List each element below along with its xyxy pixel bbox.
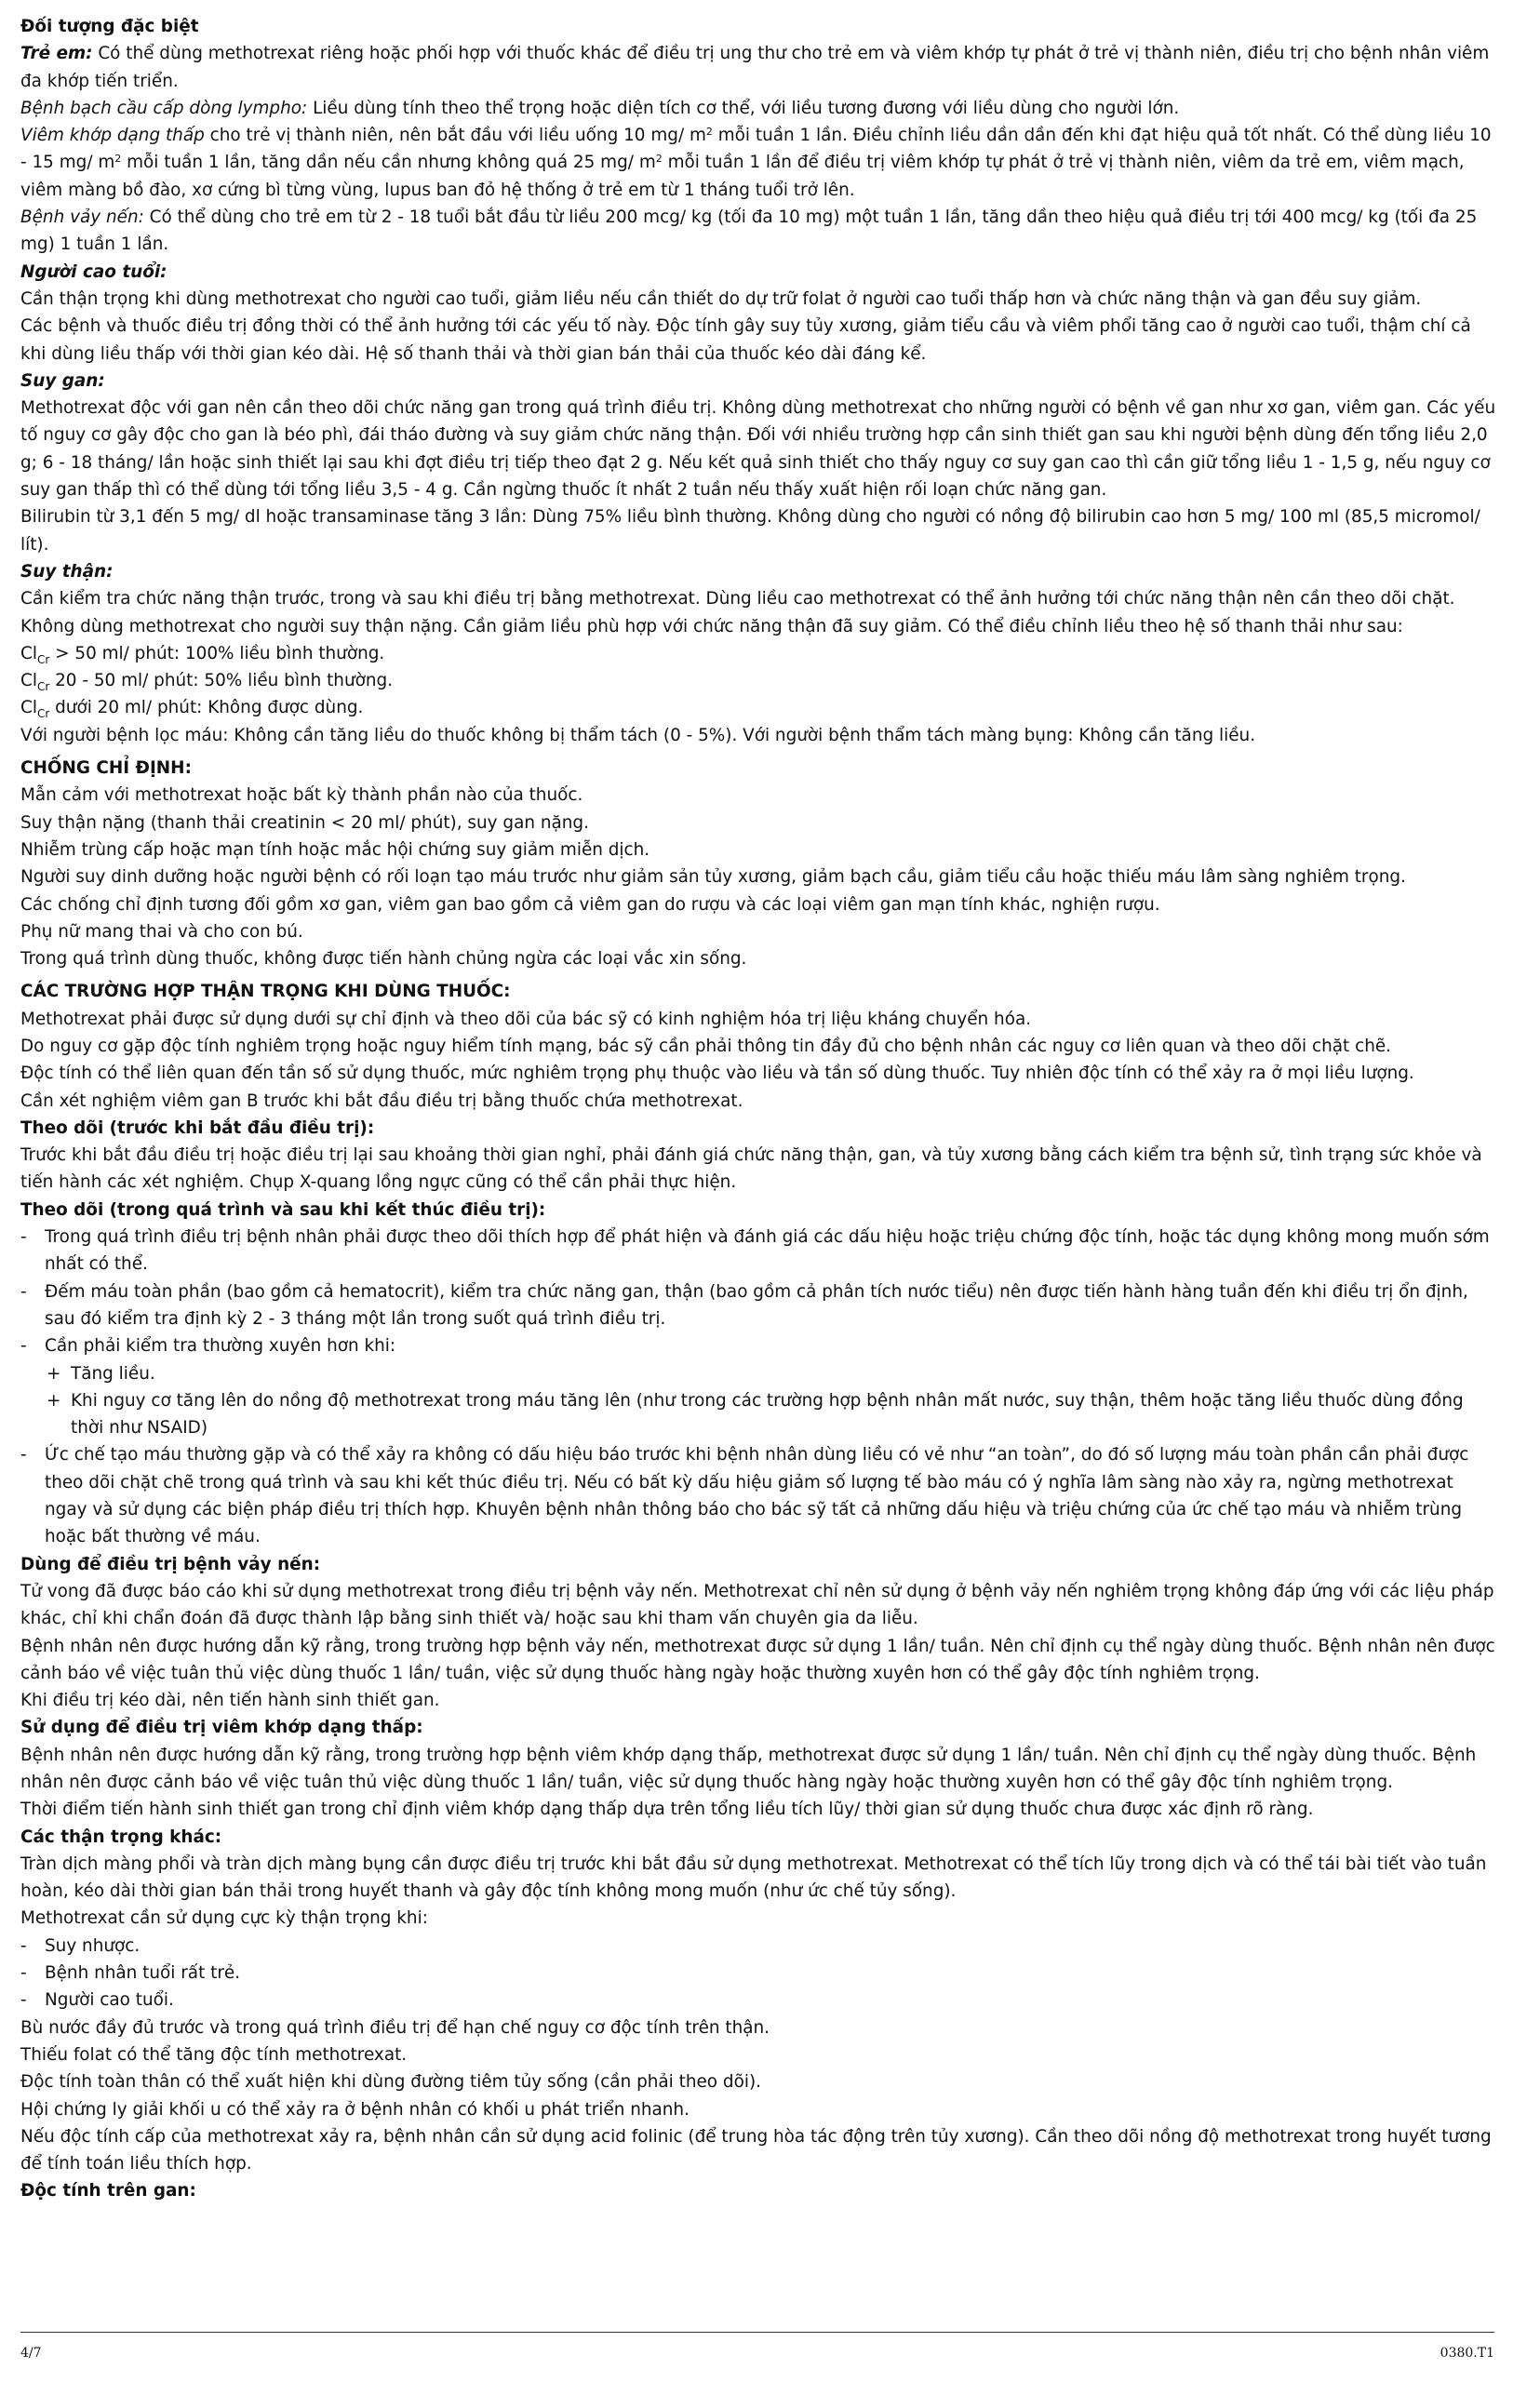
paragraph: Các bệnh và thuốc điều trị đồng thời có thể ảnh hưởng tới các yếu tố này. Độc tính gây suy tủy xương, giảm tiểu cầu và viêm phổi tăng cao ở người cao tuổi, thậm chí cả khi dùng liều thấp với thời gian kéo dài. Hệ số thanh thải và thời gian bán thải của thuốc kéo dài đáng kể. — [20, 316, 1471, 364]
paragraph: Bù nước đầy đủ trước và trong quá trình điều trị để hạn chế nguy cơ độc tính trên thận. — [20, 2017, 770, 2038]
clearance-row: $Cl_{Cr}$ dưới 20 ml/ phút: Không được dùng. — [20, 698, 364, 721]
paragraph: Tử vong đã được báo cáo khi sử dụng methotrexat trong điều trị bệnh vảy nến. Methotrexat chỉ nên sử dụng ở bệnh vảy nến nghiêm trọng không đáp ứng với các liệu pháp khác, chỉ khi chẩn đoán đã được thành lập bằng sinh thiết và/ hoặc sau khi tham vấn chuyên gia da liễu. — [20, 1581, 1494, 1629]
section-title-precautions: CÁC TRƯỜNG HỢP THẬN TRỌNG KHI DÙNG THUỐC: — [20, 982, 511, 1002]
sub-list-item: + Khi nguy cơ tăng lên do nồng độ methotrexat trong máu tăng lên (như trong các trường hợp bệnh nhân mất nước, suy thận, thêm hoặc tăng liều thuốc dùng đồng thời như NSAID) — [47, 1390, 1464, 1439]
paragraph: Bilirubin từ 3,1 đến 5 mg/ dl hoặc transaminase tăng 3 lần: Dùng 75% liều bình thường. Không dùng cho người có nồng độ bilirubin cao hơn 5 mg/ 100 ml (85,5 micromol/ lít). — [20, 507, 1480, 555]
subheading-rheumatoid: Sử dụng để điều trị viêm khớp dạng thấp: — [20, 1718, 423, 1738]
list-item: - Người cao tuổi. — [20, 1990, 174, 2011]
paragraph-children: Trẻ em: Có thể dùng methotrexat riêng hoặc phối hợp với thuốc khác để điều trị ung thư cho trẻ em và viêm khớp tự phát ở trẻ vị thành niên, điều trị cho bệnh nhân viêm đa khớp tiến triển. — [20, 44, 1490, 91]
clearance-row: $Cl_{Cr}$ 20 - 50 ml/ phút: 50% liều bình thường. — [20, 671, 394, 694]
paragraph: Tràn dịch màng phổi và tràn dịch màng bụng cần được điều trị trước khi bắt đầu sử dụng methotrexat. Methotrexat có thể tích lũy trong dịch và có thể tái bài tiết vào tuần hoàn, kéo dài thời gian bán thải trong huyết thanh và gây độc tính không mong muốn (như ức chế tủy sống). — [20, 1853, 1487, 1902]
paragraph: Thời điểm tiến hành sinh thiết gan trong chỉ định viêm khớp dạng thấp dựa trên tổng liều tích lũy/ thời gian sử dụng thuốc chưa được xác định rõ ràng. — [20, 1800, 1314, 1820]
paragraph: Thiếu folat có thể tăng độc tính methotrexat. — [20, 2044, 408, 2065]
paragraph: Trước khi bắt đầu điều trị hoặc điều trị lại sau khoảng thời gian nghỉ, phải đánh giá chức năng thận, gan, và tủy xương bằng cách kiểm tra bệnh sử, tình trạng sức khỏe và tiến hành các xét nghiệm. Chụp X-quang lồng ngực cũng có thể cần phải thực hiện. — [20, 1145, 1482, 1193]
document-body — [20, 13, 1496, 2205]
subheading-monitoring-before: Theo dõi (trước khi bắt đầu điều trị): — [20, 1117, 375, 1138]
section-title-contraindications: CHỐNG CHỈ ĐỊNH: — [20, 758, 192, 779]
page-number: 4/7 — [20, 2346, 42, 2361]
list-item: - Suy nhược. — [20, 1935, 141, 1956]
label-rheumatoid: Viêm khớp dạng thấp — [20, 126, 205, 146]
paragraph: Độc tính có thể liên quan đến tần số sử dụng thuốc, mức nghiêm trọng phụ thuộc vào liều và tần số dùng thuốc. Tuy nhiên độc tính có thể xảy ra ở mọi liều lượng. — [20, 1064, 1414, 1084]
label-psoriasis: Bệnh vảy nến: — [20, 207, 144, 228]
paragraph-leukemia: Bệnh bạch cầu cấp dòng lympho: Liều dùng tính theo thể trọng hoặc diện tích cơ thể, với liều tương đương với liều dùng cho người lớn. — [20, 98, 1180, 118]
paragraph: Methotrexat độc với gan nên cần theo dõi chức năng gan trong quá trình điều trị. Không dùng methotrexat cho những người có bệnh về gan như xơ gan, viêm gan. Các yếu tố nguy cơ gây độc cho gan là béo phì, đái tháo đường và suy giảm chức năng thận. Đối với nhiều trường hợp cần sinh thiết gan sau khi người bệnh dùng đến tổng liều 2,0 g; 6 - 18 tháng/ lần hoặc sinh thiết lại sau khi đợt điều trị tiếp theo đạt 2 g. Nếu kết quả sinh thiết cho thấy nguy cơ suy gan cao thì cần giữ tổng liều 1 - 1,5 g, nếu nguy cơ suy gan thấp thì có thể dùng tới tổng liều 3,5 - 4 g. Cần ngừng thuốc ít nhất 2 tuần nếu thấy xuất hiện rối loạn chức năng gan. — [20, 398, 1496, 501]
list-item: Các chống chỉ định tương đối gồm xơ gan, viêm gan bao gồm cả viêm gan do rượu và các loại viêm gan mạn tính khác, nghiện rượu. — [20, 894, 1160, 915]
paragraph: Do nguy cơ gặp độc tính nghiêm trọng hoặc nguy hiểm tính mạng, bác sỹ cần phải thông tin đầy đủ cho bệnh nhân các nguy cơ liên quan và theo dõi chặt chẽ. — [20, 1036, 1392, 1056]
list-item: Suy thận nặng (thanh thải creatinin < 20 ml/ phút), suy gan nặng. — [20, 812, 589, 833]
paragraph: Methotrexat phải được sử dụng dưới sự chỉ định và theo dõi của bác sỹ có kinh nghiệm hóa trị liệu kháng chuyển hóa. — [20, 1009, 1032, 1029]
list-item: - Đếm máu toàn phần (bao gồm cả hematocrit), kiểm tra chức năng gan, thận (bao gồm cả phân tích nước tiểu) nên được tiến hành hàng tuần đến khi điều trị ổn định, sau đó kiểm tra định kỳ 2 - 3 tháng một lần trong suốt quá trình điều trị. — [20, 1281, 1468, 1329]
document-code: 0380.T1 — [1440, 2346, 1494, 2361]
paragraph-rheumatoid: Viêm khớp dạng thấp cho trẻ vị thành niên, nên bắt đầu với liều uống 10 mg/ $m^2$ mỗi tuần 1 lần. Điều chỉnh liều dần dần đến khi đạt hiệu quả tốt nhất. Có thể dùng liều 10 - 15 mg/ $m^2$ mỗi tuần 1 lần, tăng dần nếu cần nhưng không quá 25 mg/ $m^2$ mỗi tuần 1 lần để điều trị viêm khớp tự phát ở trẻ vị thành niên, viêm da trẻ em, viêm mạch, viêm màng bồ đào, xơ cứng bì từng vùng, lupus ban đỏ hệ thống ở trẻ em từ 1 tháng tuổi trở lên. — [20, 126, 1492, 200]
paragraph-psoriasis-children: Bệnh vảy nến: Có thể dùng cho trẻ em từ 2 - 18 tuổi bắt đầu từ liều 200 mcg/ kg (tối đa 10 mg) một tuần 1 lần, tăng dần theo hiệu quả điều trị tới 400 mcg/ kg (tối đa 25 mg) 1 tuần 1 lần. — [20, 207, 1478, 255]
paragraph: Methotrexat cần sử dụng cực kỳ thận trọng khi: — [20, 1908, 428, 1929]
paragraph: Cần xét nghiệm viêm gan B trước khi bắt đầu điều trị bằng thuốc chứa methotrexat. — [20, 1091, 743, 1111]
paragraph: Với người bệnh lọc máu: Không cần tăng liều do thuốc không bị thẩm tách (0 - 5%). Với người bệnh thẩm tách màng bụng: Không cần tăng liều. — [20, 725, 1256, 745]
paragraph: Hội chứng ly giải khối u có thể xảy ra ở bệnh nhân có khối u phát triển nhanh. — [20, 2099, 690, 2120]
subheading-hepatic-impairment: Suy gan: — [20, 370, 105, 391]
paragraph: Độc tính toàn thân có thể xuất hiện khi dùng đường tiêm tủy sống (cần phải theo dõi). — [20, 2072, 761, 2093]
label-children: Trẻ em: — [20, 44, 93, 64]
subheading-psoriasis: Dùng để điều trị bệnh vảy nến: — [20, 1554, 321, 1574]
list-item: Người suy dinh dưỡng hoặc người bệnh có rối loạn tạo máu trước như giảm sản tủy xương, giảm bạch cầu, giảm tiểu cầu hoặc thiếu máu lâm sàng nghiêm trọng. — [20, 867, 1406, 888]
paragraph: Bệnh nhân nên được hướng dẫn kỹ rằng, trong trường hợp bệnh viêm khớp dạng thấp, methotrexat được sử dụng 1 lần/ tuần. Nên chỉ định cụ thể ngày dùng thuốc. Bệnh nhân nên được cảnh báo về việc tuân thủ việc dùng thuốc 1 lần/ tuần, việc sử dụng thuốc hàng ngày hoặc thường xuyên hơn có thể gây độc tính nghiêm trọng. — [20, 1745, 1477, 1792]
list-item: Nhiễm trùng cấp hoặc mạn tính hoặc mắc hội chứng suy giảm miễn dịch. — [20, 839, 650, 860]
list-item: Mẫn cảm với methotrexat hoặc bất kỳ thành phần nào của thuốc. — [20, 785, 583, 806]
list-item: - Ức chế tạo máu thường gặp và có thể xảy ra không có dấu hiệu báo trước khi bệnh nhân dùng liều có vẻ như “an toàn”, do đó số lượng máu toàn phần cần phải được theo dõi chặt chẽ trong quá trình và sau khi kết thúc điều trị. Nếu có bất kỳ dấu hiệu giảm số lượng tế bào máu có ý nghĩa lâm sàng nào xảy ra, ngừng methotrexat ngay và sử dụng các biện pháp điều trị thích hợp. Khuyên bệnh nhân thông báo cho bác sỹ tất cả những dấu hiệu và triệu chứng của ức chế tạo máu và nhiễm trùng hoặc bất thường về máu. — [20, 1445, 1469, 1547]
subheading-other-precautions: Các thận trọng khác: — [20, 1827, 222, 1847]
paragraph: Khi điều trị kéo dài, nên tiến hành sinh thiết gan. — [20, 1691, 440, 1711]
subheading-hepatotoxicity: Độc tính trên gan: — [20, 2181, 196, 2201]
label-leukemia: Bệnh bạch cầu cấp dòng lympho: — [20, 98, 308, 118]
paragraph: Không dùng methotrexat cho người suy thận nặng. Cần giảm liều phù hợp với chức năng thận đã suy giảm. Có thể điều chỉnh liều theo hệ số thanh thải như sau: — [20, 616, 1403, 636]
paragraph: Cần kiểm tra chức năng thận trước, trong và sau khi điều trị bằng methotrexat. Dùng liều cao methotrexat có thể ảnh hưởng tới chức năng thận nên cần theo dõi chặt. — [20, 589, 1455, 609]
subheading-elderly: Người cao tuổi: — [20, 261, 167, 282]
sub-list-item: + Tăng liều. — [47, 1363, 155, 1384]
paragraph: Cần thận trọng khi dùng methotrexat cho người cao tuổi, giảm liều nếu cần thiết do dự trữ folat ở người cao tuổi thấp hơn và chức năng thận và gan đều suy giảm. — [20, 288, 1422, 309]
paragraph: Nếu độc tính cấp của methotrexat xảy ra, bệnh nhân cần sử dụng acid folinic (để trung hòa tác động trên tủy xương). Cần theo dõi nồng độ methotrexat trong huyết tương để tính toán liều thích hợp. — [20, 2126, 1492, 2175]
list-item: - Bệnh nhân tuổi rất trẻ. — [20, 1963, 241, 1984]
clearance-row: $Cl_{Cr} > 50$ ml/ phút: 100% liều bình thường. — [20, 643, 385, 666]
paragraph: Bệnh nhân nên được hướng dẫn kỹ rằng, trong trường hợp bệnh vảy nến, methotrexat được sử dụng 1 lần/ tuần. Nên chỉ định cụ thể ngày dùng thuốc. Bệnh nhân nên được cảnh báo về việc tuân thủ việc dùng thuốc 1 lần/ tuần, việc sử dụng thuốc hàng ngày hoặc thường xuyên hơn có thể gây độc tính nghiêm trọng. — [20, 1636, 1495, 1683]
list-item: Trong quá trình dùng thuốc, không được tiến hành chủng ngừa các loại vắc xin sống. — [20, 949, 747, 970]
section-title-special-populations: Đối tượng đặc biệt — [20, 17, 199, 36]
list-item: - Trong quá trình điều trị bệnh nhân phải được theo dõi thích hợp để phát hiện và đánh giá các dấu hiệu hoặc triệu chứng độc tính, hoặc tác dụng không mong muốn sớm nhất có thể. — [20, 1227, 1490, 1275]
page-footer — [20, 2332, 1494, 2361]
list-item: - Cần phải kiểm tra thường xuyên hơn khi: — [20, 1336, 396, 1357]
list-item: Phụ nữ mang thai và cho con bú. — [20, 921, 303, 942]
subheading-monitoring-during: Theo dõi (trong quá trình và sau khi kết thúc điều trị): — [20, 1199, 546, 1220]
subheading-renal-impairment: Suy thận: — [20, 561, 114, 582]
